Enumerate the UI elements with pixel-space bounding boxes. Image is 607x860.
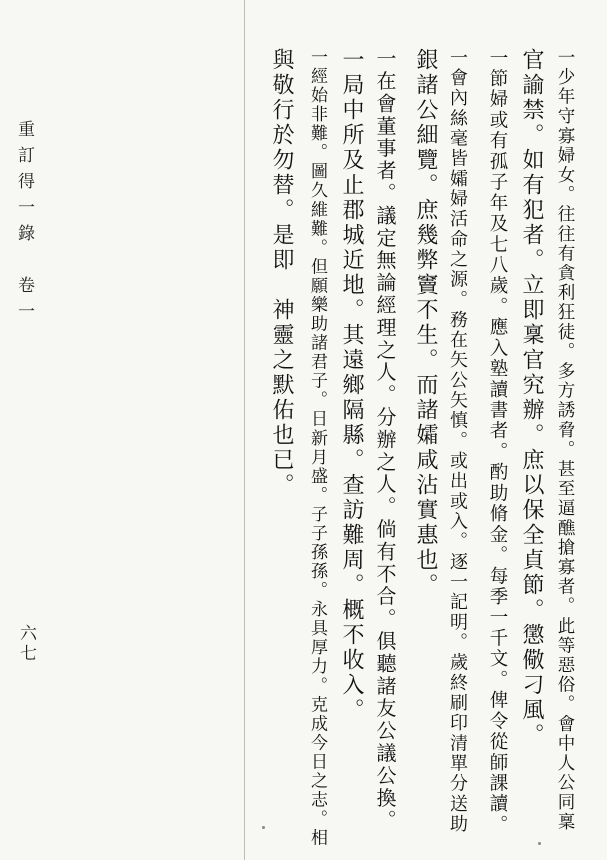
- text-column: 銀諸公細覽。庶幾弊竇不生。而諸孀咸沾實惠也。: [413, 48, 438, 598]
- book-title-margin: 重訂得一錄 卷一: [14, 120, 34, 328]
- text-column: 一節婦或有孤子年及七八歲。應入塾讀書者。酌助脩金。每季一千文。俾令從師課讀。: [487, 48, 508, 836]
- print-speck: [262, 826, 265, 829]
- page-number: 六七: [16, 624, 36, 664]
- text-column: 一局中所及止郡城近地。其遠鄉隔縣。查訪難周。概不收入。: [339, 48, 364, 723]
- text-column: 一經始非難。圖久維難。但願樂助諸君子。日新月盛。子子孫孫。永具厚力。克成今日之志。相: [307, 48, 327, 848]
- text-column: 官諭禁。如有犯者。立即稟官究辦。庶以保全貞節。懲儆刁風。: [519, 48, 544, 748]
- text-column: 一在會董事者。議定無論經理之人。分辦之人。倘有不合。俱聽諸友公議公換。: [373, 48, 397, 832]
- text-column: 一少年守寡婦女。往往有貪利狂徒。多方誘脅。甚至逼醮搶寡者。此等惡俗。會中人公同稟: [555, 48, 575, 832]
- text-column: 一會內絲毫皆孀婦活命之源。務在矢公矢慎。或出或入。逐一記明。歲終刷印清單分送助: [447, 48, 468, 835]
- margin-divider-line: [244, 0, 245, 860]
- text-column: 與敬行於勿替。是即 神靈之默佑也已。: [269, 48, 294, 498]
- print-speck: [538, 842, 541, 845]
